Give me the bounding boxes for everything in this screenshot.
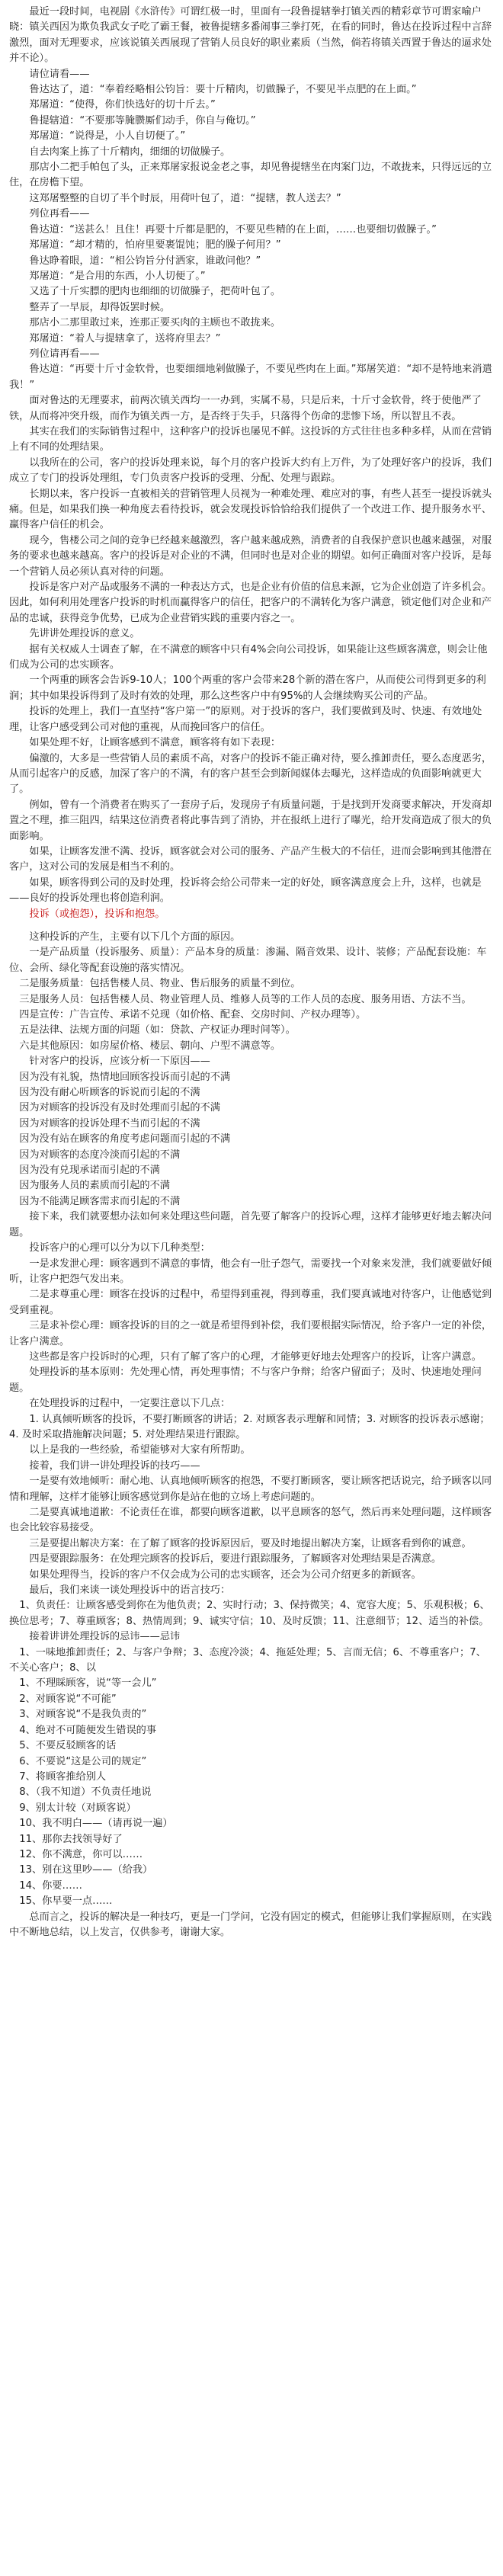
paragraph: 偏激的，大多是一些营销人员的素质不高，对客户的投诉不能正确对待，要么推卸责任，要么态度恶劣，从而引起客户的反感，加深了客户的不满，有的客户甚至会到新闻媒体去曝光，这样造成的负面影响就更大了。 <box>9 752 492 796</box>
list-item: 10、我不明白——（请再说一遍） <box>19 1818 173 1830</box>
paragraph: 处理投诉的基本原则：先处理心情，再处理事情；不与客户争辩；给客户留面子；及时、快速地处理问题。 <box>9 1366 482 1394</box>
paragraph: 列位再看—— <box>29 208 90 220</box>
paragraph: 现今，售楼公司之间的竞争已经越来越激烈，客户越来越成熟，消费者的自我保护意识也越来越强，对服务的要求也越来越高。客户的投诉是对企业的不满，但同时也是对企业的期望。如何正确面对客户投诉，是每一个营销人员必须认真对待的问题。 <box>9 534 492 578</box>
paragraph: 如果，让顾客发泄不满、投诉，顾客就会对公司的服务、产品产生极大的不信任，进而会影响到其他潜在客户，这对公司的发展是相当不利的。 <box>9 845 492 873</box>
paragraph: 六是其他原因：如房屋价格、楼层、朝向、户型不满意等。 <box>19 1040 281 1052</box>
paragraph: 鲁达睁着眼，道：“相公钧旨分付洒家，谁敢问他？” <box>29 255 261 267</box>
paragraph: 一个两重的顾客会告诉9-10人；100个两重的客户会带来28个新的潜在客户，从而使公司得到更多的利润；其中如果投诉得到了及时有效的处理，那么这些客户中有95%的人会继续购买公司的产品。 <box>9 674 486 702</box>
paragraph: 因为对顾客的投诉处理不当而引起的不满 <box>19 1117 200 1129</box>
paragraph: 这些都是客户投诉时的心理，只有了解了客户的心理，才能够更好地去处理客户的投诉，让客户满意。 <box>29 1350 482 1363</box>
paragraph: 这郑屠整整的自切了半个时辰，用荷叶包了，道：“提辖，教人送去？” <box>29 192 341 204</box>
list-item: 9、别太计较（对顾客说） <box>19 1802 136 1814</box>
paragraph: 鲁达达了，道：“奉着经略相公钧旨：要十斤精肉，切做臊子，不要见半点肥的在上面。” <box>29 84 417 96</box>
paragraph: 因为没有耐心听顾客的诉说而引起的不满 <box>19 1087 200 1099</box>
list-item: 12、你不满意，你可以…… <box>19 1848 143 1860</box>
paragraph: 先讲讲处理投诉的意义。 <box>29 628 140 640</box>
paragraph: 1、一味地推卸责任；2、与客户争辩；3、态度冷淡；4、拖延处理；5、言而无信；6、不尊重客户；7、不关心客户；8、以 <box>9 1646 486 1674</box>
paragraph: 因为没有兑现承诺而引起的不满 <box>19 1165 160 1177</box>
paragraph: 据有关权威人士调查了解，在不满意的顾客中只有4%会向公司投诉，如果能让这些顾客满意，则会让他们成为公司的忠实顾客。 <box>9 643 488 671</box>
list-item: 11、那你去找领导好了 <box>19 1833 123 1845</box>
paragraph: 长期以来，客户投诉一直被相关的营销管理人员视为一种难处理、难应对的事，有些人甚至一提投诉就头痛。但是，如果我们换一种角度去看待投诉，就会发现投诉恰恰给我们提供了一个改进工作、提升服务水平、赢得客户信任的机会。 <box>9 488 492 531</box>
paragraph: 例如，曾有一个消费者在购买了一套房子后，发现房子有质量问题，于是找到开发商要求解决，开发商却置之不理，推三阻四，结果这位消费者将此事告到了消协，并在报纸上进行了曝光，给开发商造成了很大的负面影响。 <box>9 799 492 842</box>
list-item: 15、你早要一点…… <box>19 1895 113 1908</box>
paragraph: 五是法律、法规方面的问题（如：贷款、产权证办理时间等）。 <box>19 1024 296 1036</box>
list-item: 8、（我不知道）不负责任地说 <box>19 1786 152 1799</box>
list-item: 4、绝对不可随便发生错误的事 <box>19 1724 157 1736</box>
list-item: 13、别在这里吵——（给我） <box>19 1864 153 1876</box>
paragraph: 四是要跟踪服务：在处理完顾客的投诉后，要进行跟踪服务，了解顾客对处理结果是否满意。 <box>29 1553 442 1565</box>
paragraph: 鲁提辖道：“不要那等腌臜厮们动手，你自与俺切。” <box>29 114 256 127</box>
paragraph: 一是求发泄心理：顾客遇到不满意的事情，他会有一肚子怨气，需要找一个对象来发泄，我们就要做好倾听，让客户把怨气发出来。 <box>9 1258 492 1285</box>
paragraph: 一是产品质量（投诉服务、质量）：产品本身的质量：渗漏、隔音效果、设计、装修；产品配套设施：车位、会所、绿化等配套设施的落实情况。 <box>9 947 487 974</box>
paragraph: 1. 认真倾听顾客的投诉，不要打断顾客的讲话；2. 对顾客表示理解和同情；3. 对顾客的投诉表示感谢；4. 及时采取措施解决问题；5. 对处理结果进行跟踪。 <box>9 1413 490 1440</box>
paragraph: 因为没有站在顾客的角度考虑问题而引起的不满 <box>19 1133 231 1145</box>
paragraph: 鲁达道：“送甚么！且住！再要十斤都是肥的，不要见些精的在上面，……也要细切做臊子。” <box>29 223 437 235</box>
paragraph: 因为服务人员的素质而引起的不满 <box>19 1180 170 1192</box>
paragraph: 因为没有礼貌，热情地回顾客投诉而引起的不满 <box>19 1071 231 1083</box>
paragraph: 列位请再看—— <box>29 348 100 360</box>
paragraph: 三是服务人员：包括售楼人员、物业管理人员、维修人员等的工作人员的态度、服务用语、方法不当。 <box>19 993 472 1005</box>
paragraph: 接着，我们讲一讲处理投诉的技巧—— <box>29 1459 200 1472</box>
paragraph: 1、负责任：让顾客感受到你在为他负责；2、实时行动；3、保持微笑；4、宽容大度；5、乐观积极；6、换位思考；7、尊重顾客；8、热情周到；9、诚实守信；10、及时反馈；11、注意细节；12、适当的补偿。 <box>9 1600 490 1627</box>
list-item: 3、对顾客说“不是我负责的” <box>19 1709 147 1721</box>
highlight-text: 投诉（或抱怨），投诉和抱怨。 <box>29 908 165 920</box>
paragraph: 因为不能满足顾客需求而引起的不满 <box>19 1195 181 1207</box>
paragraph: 鲁达道：“再要十斤寸金软骨，也要细细地剁做臊子，不要见些肉在上面。”郑屠笑道：“却不是特地来消遣我！” <box>9 364 492 391</box>
list-item: 14、你要…… <box>19 1879 82 1892</box>
paragraph: 这种投诉的产生，主要有以下几个方面的原因。 <box>29 931 241 943</box>
list-item: 6、不要说“这是公司的规定” <box>19 1755 147 1767</box>
paragraph: 那店小二把手帕包了头，正来郑屠家报说金老之事，却见鲁提辖坐在肉案门边，不敢拢来，只得远远的立住，在房檐下望。 <box>9 162 492 189</box>
list-item: 7、将顾客推给别人 <box>19 1770 107 1783</box>
paragraph: 郑屠道：“着人与提辖拿了，送将府里去？” <box>29 332 221 344</box>
paragraph: 一是要有效地倾听：耐心地、认真地倾听顾客的抱怨，不要打断顾客，要让顾客把话说完，给予顾客以同情和理解，这样才能够让顾客感觉到你是站在他的立场上考虑问题的。 <box>9 1475 492 1503</box>
paragraph: 那店小二那里敢过来，连那正要买肉的主顾也不敢拢来。 <box>29 317 281 329</box>
paragraph: 自去肉案上拣了十斤精肉，细细的切做臊子。 <box>29 146 231 158</box>
paragraph: 整弄了一早辰，却得饭罢时候。 <box>29 301 171 313</box>
paragraph: 投诉的处理上，我们一直坚持“客户第一”的原则。对于投诉的客户，我们要做到及时、快速、有效地处理，让客户感受到公司对他的重视，从而挽回客户的信任。 <box>9 706 482 733</box>
paragraph <box>9 922 494 930</box>
paragraph: 郑屠道：“是合用的东西，小人切便了。” <box>29 270 206 282</box>
paragraph: 以我所在的公司，客户的投诉处理来说，每个月的客户投诉大约有上万件，为了处理好客户的投诉，我们成立了专门的投诉处理组，专门负责客户投诉的受理、分配、处理与跟踪。 <box>9 457 492 485</box>
list-item: 2、对顾客说“不可能” <box>19 1693 117 1705</box>
paragraph: 二是要真诚地道歉：不论责任在谁，都要向顾客道歉，以平息顾客的怒气，然后再来处理问题，这样顾客也会比较容易接受。 <box>9 1507 492 1534</box>
list-item: 5、不要反驳顾客的话 <box>19 1740 117 1752</box>
paragraph: 针对客户的投诉，应该分析一下原因—— <box>29 1056 210 1068</box>
paragraph: 请位请看—— <box>29 68 90 80</box>
paragraph: 以上是我的一些经验，希望能够对大家有所帮助。 <box>29 1444 251 1456</box>
paragraph: 三是求补偿心理：顾客投诉的目的之一就是希望得到补偿，我们要根据实际情况，给予客户一定的补偿，让客户满意。 <box>9 1320 492 1347</box>
paragraph <box>9 907 494 922</box>
paragraph: 在处理投诉的过程中，一定要注意以下几点： <box>29 1398 231 1410</box>
paragraph: 如果处理不好，让顾客感到不满意，顾客将有如下表现： <box>29 737 281 749</box>
paragraph: 郑屠道：“却才精的，怕府里要裹馄饨；肥的臊子何用？” <box>29 239 281 252</box>
paragraph: 四是宣传：广告宣传、承诺不兑现（如价格、配套、交房时间、产权办理等）。 <box>19 1009 367 1020</box>
paragraph: 接下来，我们就要想办法如何来处理这些问题，首先要了解客户的投诉心理，这样才能够更好地去解决问题。 <box>9 1211 492 1238</box>
paragraph: 如果处理得当，投诉的客户不仅会成为公司的忠实顾客，还会为公司介绍更多的新顾客。 <box>29 1568 421 1581</box>
paragraph: 郑屠道：“使得，你们快选好的切十斤去。” <box>29 99 216 111</box>
closing-paragraph: 总而言之，投诉的解决是一种技巧，更是一门学问，它没有固定的模式，但能够让我们掌握原则，在实践中不断地总结，以上发言，仅供参考，谢谢大家。 <box>9 1911 492 1938</box>
paragraph: 最近一段时间，电视剧《水浒传》可谓红极一时，里面有一段鲁提辖拳打镇关西的精彩章节可谓家喻户晓：镇关西因为欺负我武女子吃了霸王餐，被鲁提辖多番闹事三拳打死，在看的同时，鲁达在投诉过程中言辞激烈，面对无理要求，应该说镇关西展现了营销人员良好的职业素质（当然，倘若将镇关西置于鲁达的逼求处并不论）。 <box>9 6 492 65</box>
paragraph: 郑屠道：“说得是，小人自切便了。” <box>29 130 186 143</box>
paragraph: 因为对顾客的态度冷淡而引起的不满 <box>19 1149 181 1161</box>
paragraph: 投诉是客户对产品或服务不满的一种表达方式，也是企业有价值的信息来源，它为企业创造了许多机会。因此，如何利用处理客户投诉的时机而赢得客户的信任，把客户的不满转化为客户满意，锁定他们对企业和产品的忠诚，获得竞争优势，已成为企业营销实践的重要内容之一。 <box>9 582 492 624</box>
paragraph: 如果，顾客得到公司的及时处理，投诉将会给公司带来一定的好处，顾客满意度会上升，这样，也就是——良好的投诉处理也将创造利润。 <box>9 876 482 905</box>
paragraph: 二是求尊重心理：顾客在投诉的过程中，希望得到重视，得到尊重，我们要真诚地对待客户，让他感觉到受到重视。 <box>9 1289 492 1316</box>
paragraph: 二是服务质量：包括售楼人员、物业、售后服务的质量不到位。 <box>19 978 301 990</box>
paragraph: 三是要提出解决方案：在了解了顾客的投诉原因后，要及时地提出解决方案，让顾客看到你的诚意。 <box>29 1537 472 1549</box>
paragraph: 接着讲讲处理投诉的忌讳——忌讳 <box>29 1631 181 1643</box>
paragraph: 最后，我们来谈一谈处理投诉中的语言技巧： <box>29 1584 231 1597</box>
paragraph: 其实在我们的实际销售过程中，这种客户的投诉也屡见不鲜。这投诉的方式往往也多种多样，从而在营销上有不同的处理结果。 <box>9 425 492 453</box>
list-item: 1、不理睬顾客，说“等一会儿” <box>19 1677 157 1690</box>
paragraph: 因为对顾客的投诉没有及时处理而引起的不满 <box>19 1102 220 1114</box>
paragraph: 面对鲁达的无理要求，前两次镇关西均一一办到，实属不易，只是后来，十斤寸金软骨，终于使他严了铁，从而将冲突升级，而作为镇关西一方，是否终于失手，只落得个伤命的悲惨下场，所以智且不表。 <box>9 395 482 422</box>
paragraph: 投诉客户的心理可以分为以下几种类型： <box>29 1242 210 1254</box>
paragraph: 又选了十斤实膘的肥肉也细细的切做臊子，把荷叶包了。 <box>29 286 281 298</box>
